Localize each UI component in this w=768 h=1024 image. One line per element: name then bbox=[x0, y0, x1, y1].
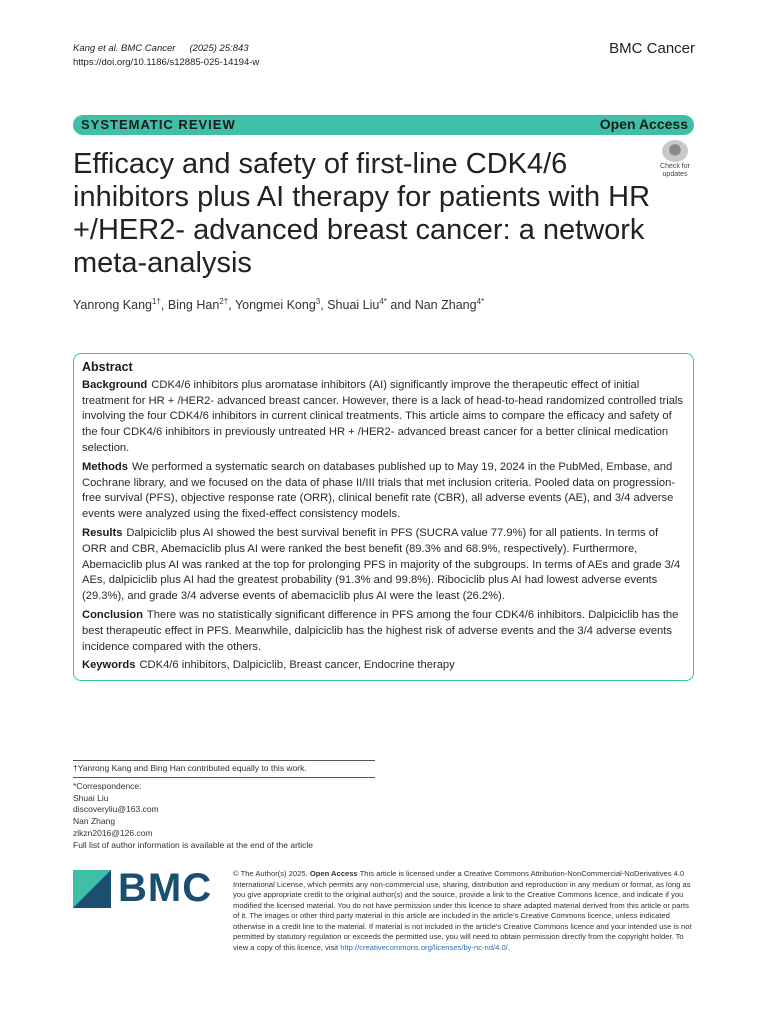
check-for-updates-button[interactable] bbox=[655, 140, 695, 180]
author[interactable]: Shuai Liu$^{4*}$ bbox=[327, 297, 387, 313]
bmc-logo-icon bbox=[73, 870, 111, 908]
email-link[interactable]: zlkzn2016@126.com bbox=[73, 827, 153, 838]
footnote-divider bbox=[73, 777, 375, 778]
article-type: SYSTEMATIC REVIEW bbox=[81, 117, 236, 132]
bmc-logo: BMC bbox=[73, 870, 213, 910]
abstract-conclusion: Conclusion There was no statistically significant difference in PFS among the four CDK4/6 inhibitors. Dalpiciclib has the best therapeutic effect in PFS. Meanwhile, dalpiciclib has the highest risk of adverse events and the 3/4 adverse events incidence compared with the others. bbox=[82, 608, 679, 653]
author[interactable]: Yongmei Kong$^3$ bbox=[234, 297, 321, 313]
author[interactable]: Bing Han$^{2\dagger}$ bbox=[167, 297, 229, 313]
author-list: Yanrong Kang$^{1\dagger}$, Bing Han$^{2\dagger}$, Yongmei Kong$^3$, Shuai Liu$^{4*}$ and Nan Zhang$^{4*}$ bbox=[73, 297, 485, 313]
author[interactable]: Nan Zhang$^{4*}$ bbox=[414, 297, 485, 313]
license-statement: © The Author(s) 2025. Open Access This article is licensed under a Creative Commons Attribution-NonCommercial-NoDerivatives 4.0 International License, which permits any non-commercial use, sharing, distribution and reproduction in any medium or format, as long as you give appropriate credit to the original author(s) and the source, provide a link to the Creative Commons licence, and indicate if you modified the licensed material. You do not have permission under this licence to share adapted material derived from this article or parts of it. The images or other third party material in this article are included in the article's Creative Commons licence, unless indicated otherwise in a credit line to the material. If material is not included in the article's Creative Commons licence and your intended use is not permitted by statutory regulation or exceeds the permitted use, you will need to obtain permission directly from the copyright holder. To view a copy of this licence, visit http://creativecommons.org/licenses/by-nc-nd/4.0/. bbox=[233, 869, 692, 952]
author-name: Nan Zhang bbox=[73, 816, 116, 827]
author[interactable]: Yanrong Kang$^{1\dagger}$ bbox=[73, 297, 161, 313]
author-name: Shuai Liu bbox=[73, 792, 109, 803]
article-type-banner bbox=[73, 115, 694, 135]
check-updates-label: Check for updates bbox=[660, 163, 690, 178]
abstract-keywords: Keywords CDK4/6 inhibitors, Dalpiciclib, Breast cancer, Endocrine therapy bbox=[82, 659, 455, 672]
year-volume: (2025) 25:843 bbox=[189, 43, 249, 54]
check-updates-icon bbox=[662, 140, 688, 162]
equal-contribution-note: †Yanrong Kang and Bing Han contributed equally to this work. bbox=[73, 763, 307, 773]
running-header bbox=[73, 42, 259, 70]
footnote-divider bbox=[73, 760, 375, 761]
license-link[interactable]: http://creativecommons.org/licenses/by-nc-nd/4.0/ bbox=[340, 942, 508, 952]
doi-link[interactable]: https://doi.org/10.1186/s12885-025-14194-w bbox=[73, 57, 260, 68]
email-link[interactable]: discoveryliu@163.com bbox=[73, 804, 159, 815]
abstract-background: Background CDK4/6 inhibitors plus aromatase inhibitors (AI) significantly improve the therapeutic effect of initial treatment for HR + /HER2- advanced breast cancer. However, there is a lack of head-to-head randomized controlled trials involving the four CDK4/6 inhibitors in current clinical treatments. This article aims to compare the efficacy and safety of the four CDK4/6 inhibitors in previously untreated HR + /HER2- advanced breast cancer for a better clinical medication selection. bbox=[82, 378, 684, 454]
article-title: Efficacy and safety of first-line CDK4/6 inhibitors plus AI therapy for patients with HR +/HER2- advanced breast cancer: a network meta-analysis bbox=[73, 148, 651, 279]
abstract-heading: Abstract bbox=[82, 360, 133, 374]
correspondence-block: *Correspondence: Shuai Liu discoveryliu@163.com Nan Zhang zlkzn2016@126.com Full list of author information is available at the end of the article bbox=[73, 781, 314, 850]
abstract-methods: Methods We performed a systematic search on databases published up to May 19, 2024 in the PubMed, Embase, and Cochrane library, and we focused on the data of phase II/III trials that met inclusion criteria. Pooled data on progression-free survival (PFS), objective response rate (ORR), clinical benefit rate (CBR), all adverse events (AE), and 3/4 adverse events were analyzed using the fixed-effect consistency models. bbox=[82, 460, 676, 521]
journal-name: BMC Cancer bbox=[609, 40, 695, 57]
journal-citation: Kang et al. BMC Cancer bbox=[73, 43, 176, 54]
abstract-box bbox=[73, 353, 694, 681]
open-access-badge: Open Access bbox=[599, 116, 688, 132]
abstract-results: Results Dalpiciclib plus AI showed the best survival benefit in PFS (SUCRA value 77.9%) for all patients. In terms of ORR and CBR, Abemaciclib plus AI were ranked the best benefit (89.3% and 68.9%, respectively). Furthermore, Abemaciclib plus AI was ranked at the top for prolonging PFS in majority of the subgroups. In terms of AEs and grade 3/4 AEs, dalpiciclib plus AI had the greatest probability (91.3% and 99.8%). Ribociclib plus AI had lowest adverse events (29.3%), and grade 3/4 adverse events of abemaciclib plus AI were the least (26.2%). bbox=[82, 526, 681, 603]
